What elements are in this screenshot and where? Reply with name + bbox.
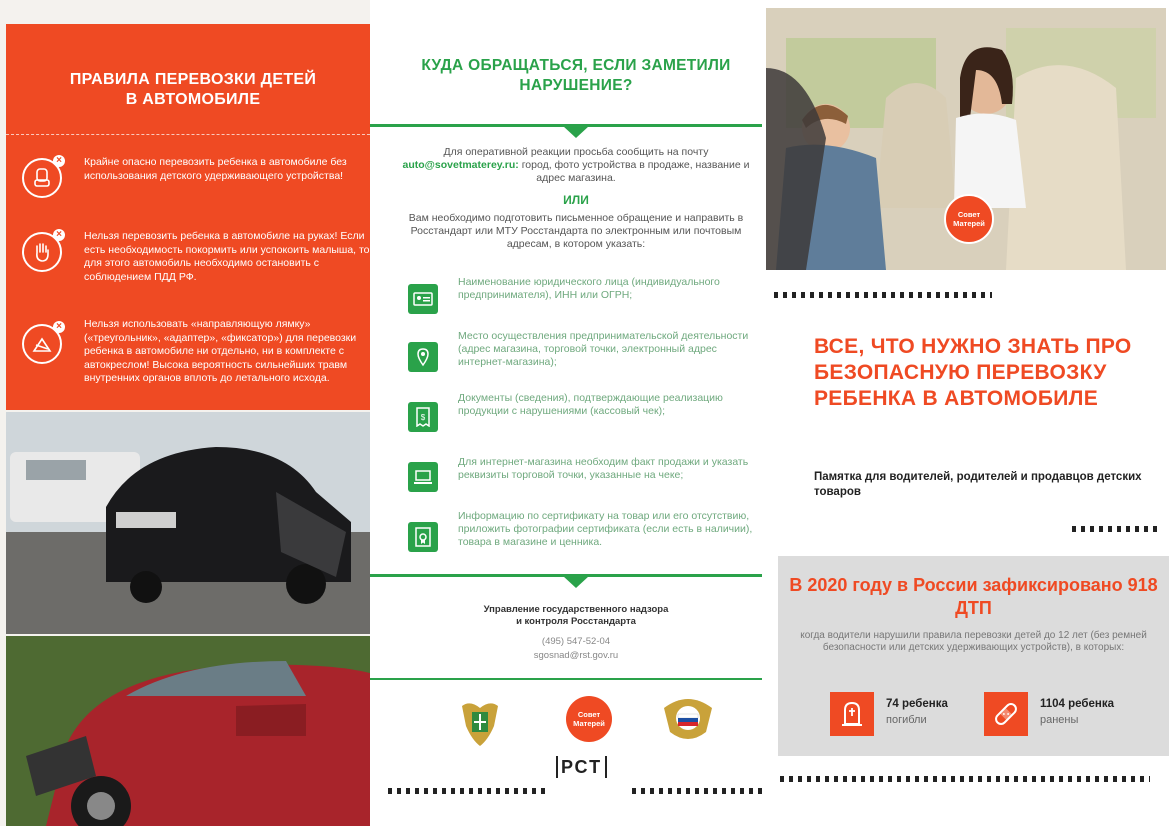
crashed-car-photo	[6, 412, 380, 634]
stat-label: ранены	[1040, 714, 1079, 726]
seatbelt-adapter-forbidden-icon: ×	[22, 324, 62, 364]
rules-section	[6, 24, 380, 410]
org-phone[interactable]: (495) 547-52-04	[541, 636, 611, 647]
bandage-icon	[984, 692, 1028, 736]
stat-label: погибли	[886, 714, 927, 726]
right-panel	[762, 0, 1169, 826]
divider-arrow	[563, 126, 589, 138]
complaint-title: КУДА ОБРАЩАТЬСЯ, ЕСЛИ ЗАМЕТИЛИ НАРУШЕНИЕ?	[421, 57, 731, 94]
list-item-text: Наименование юридического лица (индивидуального предпринимателя), ИНН или ОГРН;	[458, 276, 720, 301]
list-item-text: Для интернет-магазина необходим факт продажи и указать реквизиты торговой точки, указанные на чеке;	[458, 456, 749, 481]
org-email-link[interactable]: sgosnad@rst.gov.ru	[533, 650, 619, 661]
receipt-icon	[408, 402, 438, 432]
rule-text: Нельзя перевозить ребенка в автомобиле на руках! Если есть необходимость покормить или успокоить малыша, то для этого автомобиль необходимо остановить с соблюдением ПДД РФ.	[84, 230, 370, 283]
mother-child-car-photo	[766, 8, 1166, 270]
car-seat-forbidden-icon: ×	[22, 158, 62, 198]
sovet-materey-logo-icon	[566, 696, 612, 742]
list-item-text: Место осуществления предпринимательской деятельности (адрес магазина, торговой точки, электронный адрес интернет-магазина);	[458, 330, 749, 368]
hand-stop-icon: ×	[22, 232, 62, 272]
decorative-dashes	[1072, 526, 1162, 532]
decorative-dashes	[632, 788, 762, 794]
stat-number: 1104 ребенка	[1040, 698, 1115, 710]
damaged-red-car-photo	[6, 636, 380, 826]
middle-panel	[370, 0, 782, 826]
instruction-text: Вам необходимо подготовить письменное обращение и направить в Росстандарт или МТУ Росстандарта по электронным или почтовым адресам, в котором указать:	[408, 212, 744, 250]
traffic-police-emblem-icon	[660, 694, 716, 746]
brochure-subtitle: Памятка для водителей, родителей и продавцов детских товаров	[814, 471, 1142, 498]
rosstandart-emblem-icon	[456, 696, 504, 748]
laptop-icon	[408, 462, 438, 492]
or-separator: ИЛИ	[563, 193, 589, 207]
gravestone-icon	[830, 692, 874, 736]
divider-arrow	[563, 576, 589, 588]
org-name: Управление государственного надзора и контроля Росстандарта	[483, 604, 669, 627]
report-intro	[390, 146, 762, 185]
svg-text:$: $	[420, 413, 426, 422]
id-card-icon	[408, 284, 438, 314]
intro-after: город, фото устройства в продаже, название и адрес магазина.	[521, 159, 750, 184]
stat-number: 74 ребенка	[886, 698, 948, 710]
divider	[6, 134, 380, 135]
certificate-icon	[408, 522, 438, 552]
logo-text: Совет Матерей	[573, 710, 605, 728]
stat-description: когда водители нарушили правила перевозки детей до 12 лет (без ремней безопасности или детских удерживающих устройств), в которых:	[800, 630, 1147, 653]
logos-row	[370, 692, 782, 752]
left-panel	[0, 0, 384, 826]
badge-text: Совет Матерей	[953, 210, 985, 228]
rst-logo: РСТ	[556, 756, 607, 778]
divider	[370, 678, 782, 680]
decorative-dashes	[774, 292, 992, 298]
rule-text: Нельзя использовать «направляющую лямку» («треугольник», «адаптер», «фиксатор») для перевозки ребенка в автомобиле ни отдельно, ни в комплекте с автокреслом! Высока вероятность сильнейших травм внутренних органов вплоть до летального исхода.	[84, 318, 357, 384]
sovet-materey-badge-icon	[944, 194, 994, 244]
list-item-text: Информацию по сертификату на товар или его отсутствию, приложить фотографии сертификата (если есть в наличии), товара в магазине и ценника.	[458, 510, 753, 548]
report-email-link[interactable]: auto@sovetmaterey.ru:	[402, 159, 519, 171]
rule-text: Крайне опасно перевозить ребенка в автомобиле без использования детского удерживающего устройства!	[84, 156, 347, 182]
stat-title: В 2020 году в России зафиксировано 918 ДТП	[789, 575, 1158, 618]
location-pin-icon	[408, 342, 438, 372]
statistics-section	[778, 556, 1169, 756]
brochure-title: ВСЕ, ЧТО НУЖНО ЗНАТЬ ПРО БЕЗОПАСНУЮ ПЕРЕВОЗКУ РЕБЕНКА В АВТОМОБИЛЕ	[814, 335, 1132, 410]
list-item-text: Документы (сведения), подтверждающие реализацию продукции с нарушениями (кассовый чек);	[458, 392, 723, 417]
intro-before: Для оперативной реакции просьба сообщить на почту	[443, 146, 709, 158]
decorative-dashes	[780, 776, 1150, 782]
decorative-dashes	[388, 788, 548, 794]
rules-title: ПРАВИЛА ПЕРЕВОЗКИ ДЕТЕЙ В АВТОМОБИЛЕ	[69, 71, 317, 108]
